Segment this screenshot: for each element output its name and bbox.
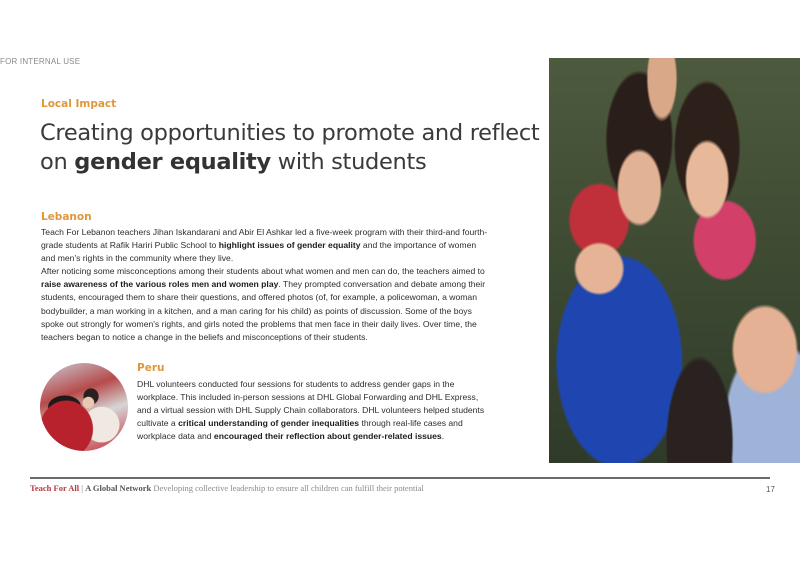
lebanon-paragraph-2: [41, 265, 491, 344]
text-run: . They prompted conversation and debate among their students, encouraged them to share their questions, and offered photos (of, for example, a policewoman, a woman bodybuilder, a man working in a kitchen, and a man caring for his child) as points of discussion. Some of the boys spoke out strongly for women's rights, and girls noted the problems that men face in their daily lives. Over time, the teachers began to notice a change in the beliefs and misconceptions of their students.: [41, 279, 486, 342]
footer-brand: Teach For All: [30, 483, 80, 493]
text-emphasis: raise awareness of the various roles men and women play: [41, 279, 279, 290]
footer-separator: |: [79, 483, 86, 493]
peru-body: [137, 378, 487, 443]
text-emphasis: encouraged their reflection about gender-related issues: [213, 431, 442, 442]
page-title: [40, 119, 540, 177]
text-emphasis: highlight issues of gender equality: [218, 240, 361, 251]
text-run: .: [441, 431, 445, 442]
text-run: Teach For Lebanon teachers Jihan Iskandarani and Abir El Ashkar led a five-week program with their third-and fourth-grade students at Rafik Hariri Public School to: [41, 227, 488, 251]
footer: [30, 483, 424, 493]
main-photo: [549, 58, 800, 463]
footer-divider: [30, 477, 770, 479]
title-emphasis: gender equality: [74, 149, 271, 175]
text-run: and the importance of women and men's rights in the community where they live.: [41, 240, 477, 264]
peru-photo: [40, 363, 128, 451]
peru-paragraph: [137, 378, 487, 443]
text-emphasis: critical understanding of gender inequalities: [178, 418, 360, 429]
classification-label: FOR INTERNAL USE: [0, 57, 81, 66]
footer-tagline: Developing collective leadership to ensure all children can fulfill their potential: [151, 483, 424, 493]
lebanon-body: [41, 226, 491, 344]
page-number: 17: [766, 485, 775, 494]
text-run: through real-life cases and workplace data and: [137, 418, 463, 442]
eyebrow-label: Local Impact: [41, 98, 117, 110]
title-part-2: with students: [270, 149, 427, 175]
text-run: After noticing some misconceptions among their students about what women and men can do, the teachers aimed to: [41, 266, 485, 277]
text-run: DHL volunteers conducted four sessions for students to address gender gaps in the workplace. This included in-person sessions at DHL Global Forwarding and DHL Express, and a virtual session with DHL Supply Chain collaborators. DHL volunteers helped students cultivate a: [137, 379, 485, 429]
footer-network: A Global Network: [85, 483, 152, 493]
title-part-1: Creating opportunities to promote and reflect on: [40, 120, 540, 175]
lebanon-paragraph-1: [41, 226, 491, 265]
peru-heading: Peru: [137, 362, 165, 374]
lebanon-heading: Lebanon: [41, 211, 92, 223]
